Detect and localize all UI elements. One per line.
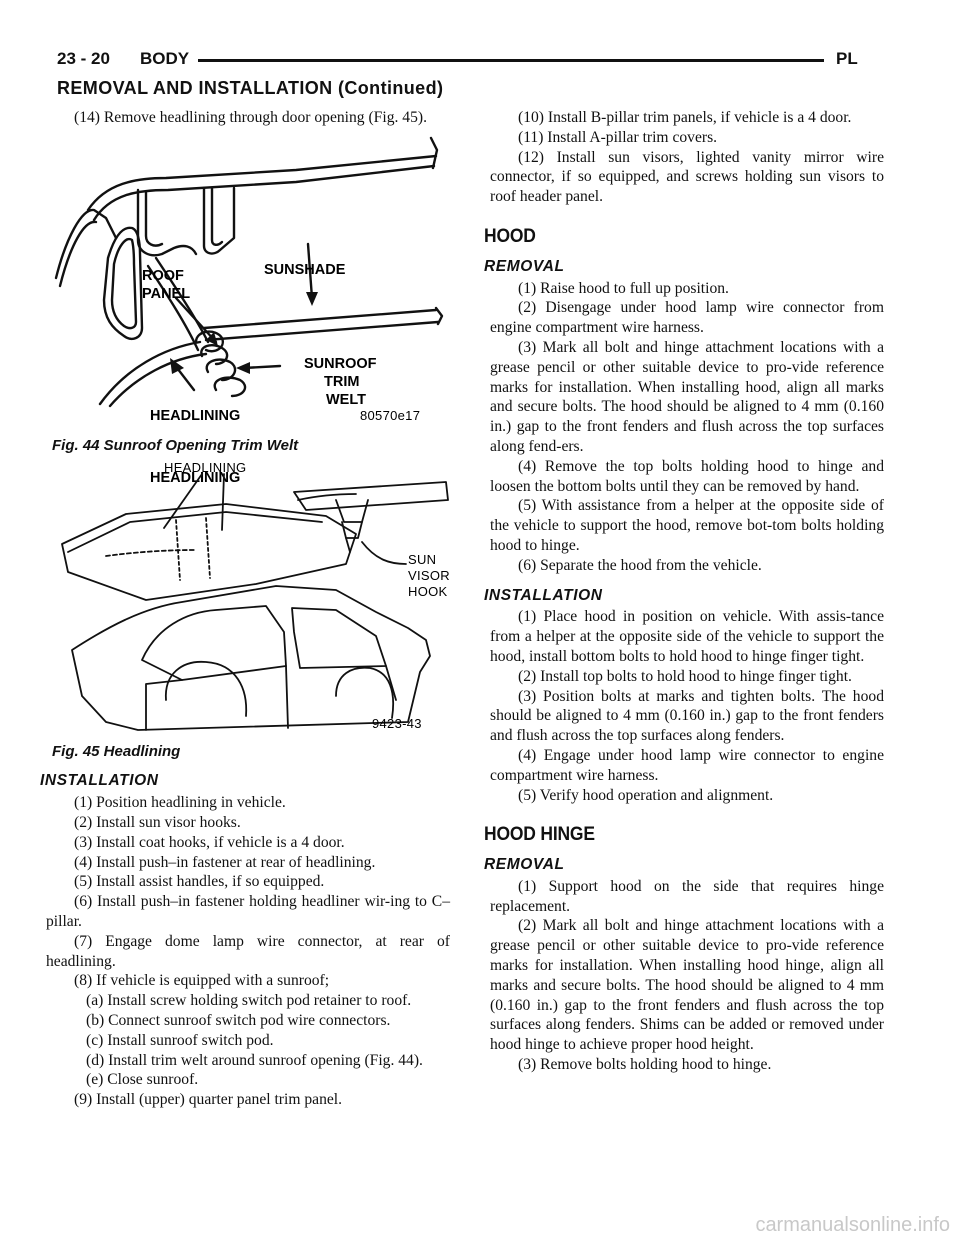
vehicle-code: PL: [836, 49, 858, 68]
removal-step: (3) Remove bolts holding hood to hinge.: [518, 1056, 772, 1074]
header-rule: [198, 59, 824, 62]
removal-step: (2) Disengage under hood lamp wire connector from engine compartment wire harness.: [490, 299, 884, 337]
label-headlining: HEADLINING: [150, 469, 241, 486]
label-sunroof: SUNROOF: [304, 355, 377, 372]
removal-step: (1) Support hood on the side that requires hinge replacement.: [490, 877, 884, 915]
installation-step: (10) Install B-pillar trim panels, if vehicle is a 4 door.: [518, 109, 852, 126]
label-roof: ROOF: [142, 267, 184, 284]
installation-step: (5) Install assist handles, if so equipped.: [74, 873, 325, 891]
left-column: [40, 108, 450, 1110]
installation-sub-step: (e) Close sunroof.: [86, 1071, 199, 1089]
installation-step: (11) Install A-pillar trim covers.: [518, 128, 718, 146]
paragraph: (14) Remove headlining through door opening (Fig. 45).: [74, 109, 427, 126]
installation-sub-step: (b) Connect sunroof switch pod wire connectors.: [86, 1011, 391, 1029]
installation-step: (7) Engage dome lamp wire connector, at rear of headlining.: [46, 932, 450, 970]
removal-step: (3) Mark all bolt and hinge attachment locations with a grease pencil or other suitable device to pro-vide reference marks for installation. When installing hood, align all marks and secure bolts. The hood should be aligned to 4 mm (0.160 in.) gap to the front fenders and flush across the top surfaces along fend-ers.: [490, 338, 884, 455]
continued-title: REMOVAL AND INSTALLATION (Continued): [57, 78, 444, 98]
installation-step: (1) Place hood in position on vehicle. With assis-tance from a helper at the opposite side of the vehicle to support the hood, install bottom bolts to hold hood to hinge finger tight.: [490, 608, 884, 665]
label-headlining-bottom: HEADLINING: [150, 407, 241, 424]
hood-hinge-heading: HOOD HINGE: [484, 824, 595, 846]
hood-installation-heading: INSTALLATION: [484, 586, 603, 604]
figure-caption: Fig. 45 Headlining: [52, 742, 181, 760]
removal-step: (5) With assistance from a helper at the opposite side of the vehicle to support the hood, remove bot-tom bolts holding hood to hinge.: [490, 497, 884, 554]
label-trim: TRIM: [324, 373, 360, 390]
label-sunshade: SUNSHADE: [264, 261, 346, 278]
installation-step: (6) Install push–in fastener holding headliner wir-ing to C–pillar.: [46, 893, 450, 930]
label-panel: PANEL: [142, 285, 191, 302]
removal-step: (6) Separate the hood from the vehicle.: [518, 556, 762, 574]
installation-sub-step: (c) Install sunroof switch pod.: [86, 1031, 274, 1049]
label-sun: SUN: [408, 551, 437, 567]
removal-step: (2) Mark all bolt and hinge attachment locations with a grease pencil or other suitable device to pro-vide reference marks for installation. When installing hood hinge, align all marks and secure bolts. The hood should be aligned to 4 mm (0.160 in.) gap to the front fenders and flush across the top surfaces along fenders. Shims can be added or removed under hood hinge to achieve proper hood height.: [490, 917, 884, 1054]
installation-step: (3) Install coat hooks, if vehicle is a 4 door.: [74, 833, 345, 851]
label-headlining: HEADLINING: [164, 459, 247, 475]
installation-step: (4) Engage under hood lamp wire connector to engine compartment wire harness.: [490, 746, 884, 784]
figure-45: [46, 460, 450, 762]
section-name: BODY: [140, 49, 190, 68]
figure-caption: Fig. 44 Sunroof Opening Trim Welt: [52, 436, 299, 454]
installation-step: (12) Install sun visors, lighted vanity mirror wire connector, if so equipped, and screws holding sun visors to roof header panel.: [490, 148, 884, 206]
page-number: 23 - 20: [57, 49, 110, 68]
removal-step: (4) Remove the top bolts holding hood to hinge and loosen the bottom bolts until they can be removed by hand.: [490, 457, 884, 495]
installation-heading: INSTALLATION: [40, 772, 159, 790]
watermark: carmanualsonline.info: [755, 1214, 950, 1236]
label-welt: WELT: [326, 391, 366, 408]
installation-step: (2) Install top bolts to hold hood to hinge finger tight.: [518, 667, 852, 685]
figure-code: 9423-43: [372, 715, 422, 731]
figure-code: 80570e17: [360, 407, 421, 423]
hood-hinge-removal-heading: REMOVAL: [484, 856, 565, 874]
installation-step: (8) If vehicle is equipped with a sunroof;: [74, 972, 330, 990]
label-hook: HOOK: [408, 583, 448, 599]
installation-step: (4) Install push–in fastener at rear of headlining.: [74, 853, 376, 871]
figure-44: [46, 128, 450, 486]
removal-step: (1) Raise hood to full up position.: [518, 279, 729, 297]
installation-sub-step: (d) Install trim welt around sunroof opening (Fig. 44).: [86, 1051, 423, 1069]
installation-sub-step: (a) Install screw holding switch pod retainer to roof.: [86, 992, 412, 1010]
hood-removal-heading: REMOVAL: [484, 257, 565, 275]
installation-step: (5) Verify hood operation and alignment.: [518, 786, 774, 804]
installation-step: (3) Position bolts at marks and tighten bolts. The hood should be aligned to 4 mm (0.160 in.) gap to the front fenders and flush across the top surfaces along fenders.: [490, 687, 884, 745]
installation-step: (2) Install sun visor hooks.: [74, 813, 241, 831]
right-column: [484, 108, 884, 1075]
headlining-illustration: [46, 460, 450, 738]
fig44-label-strip: [46, 402, 450, 432]
label-visor: VISOR: [408, 567, 450, 583]
hood-heading: HOOD: [484, 225, 536, 247]
installation-step: (1) Position headlining in vehicle.: [74, 794, 286, 812]
installation-step: (9) Install (upper) quarter panel trim panel.: [74, 1091, 343, 1109]
